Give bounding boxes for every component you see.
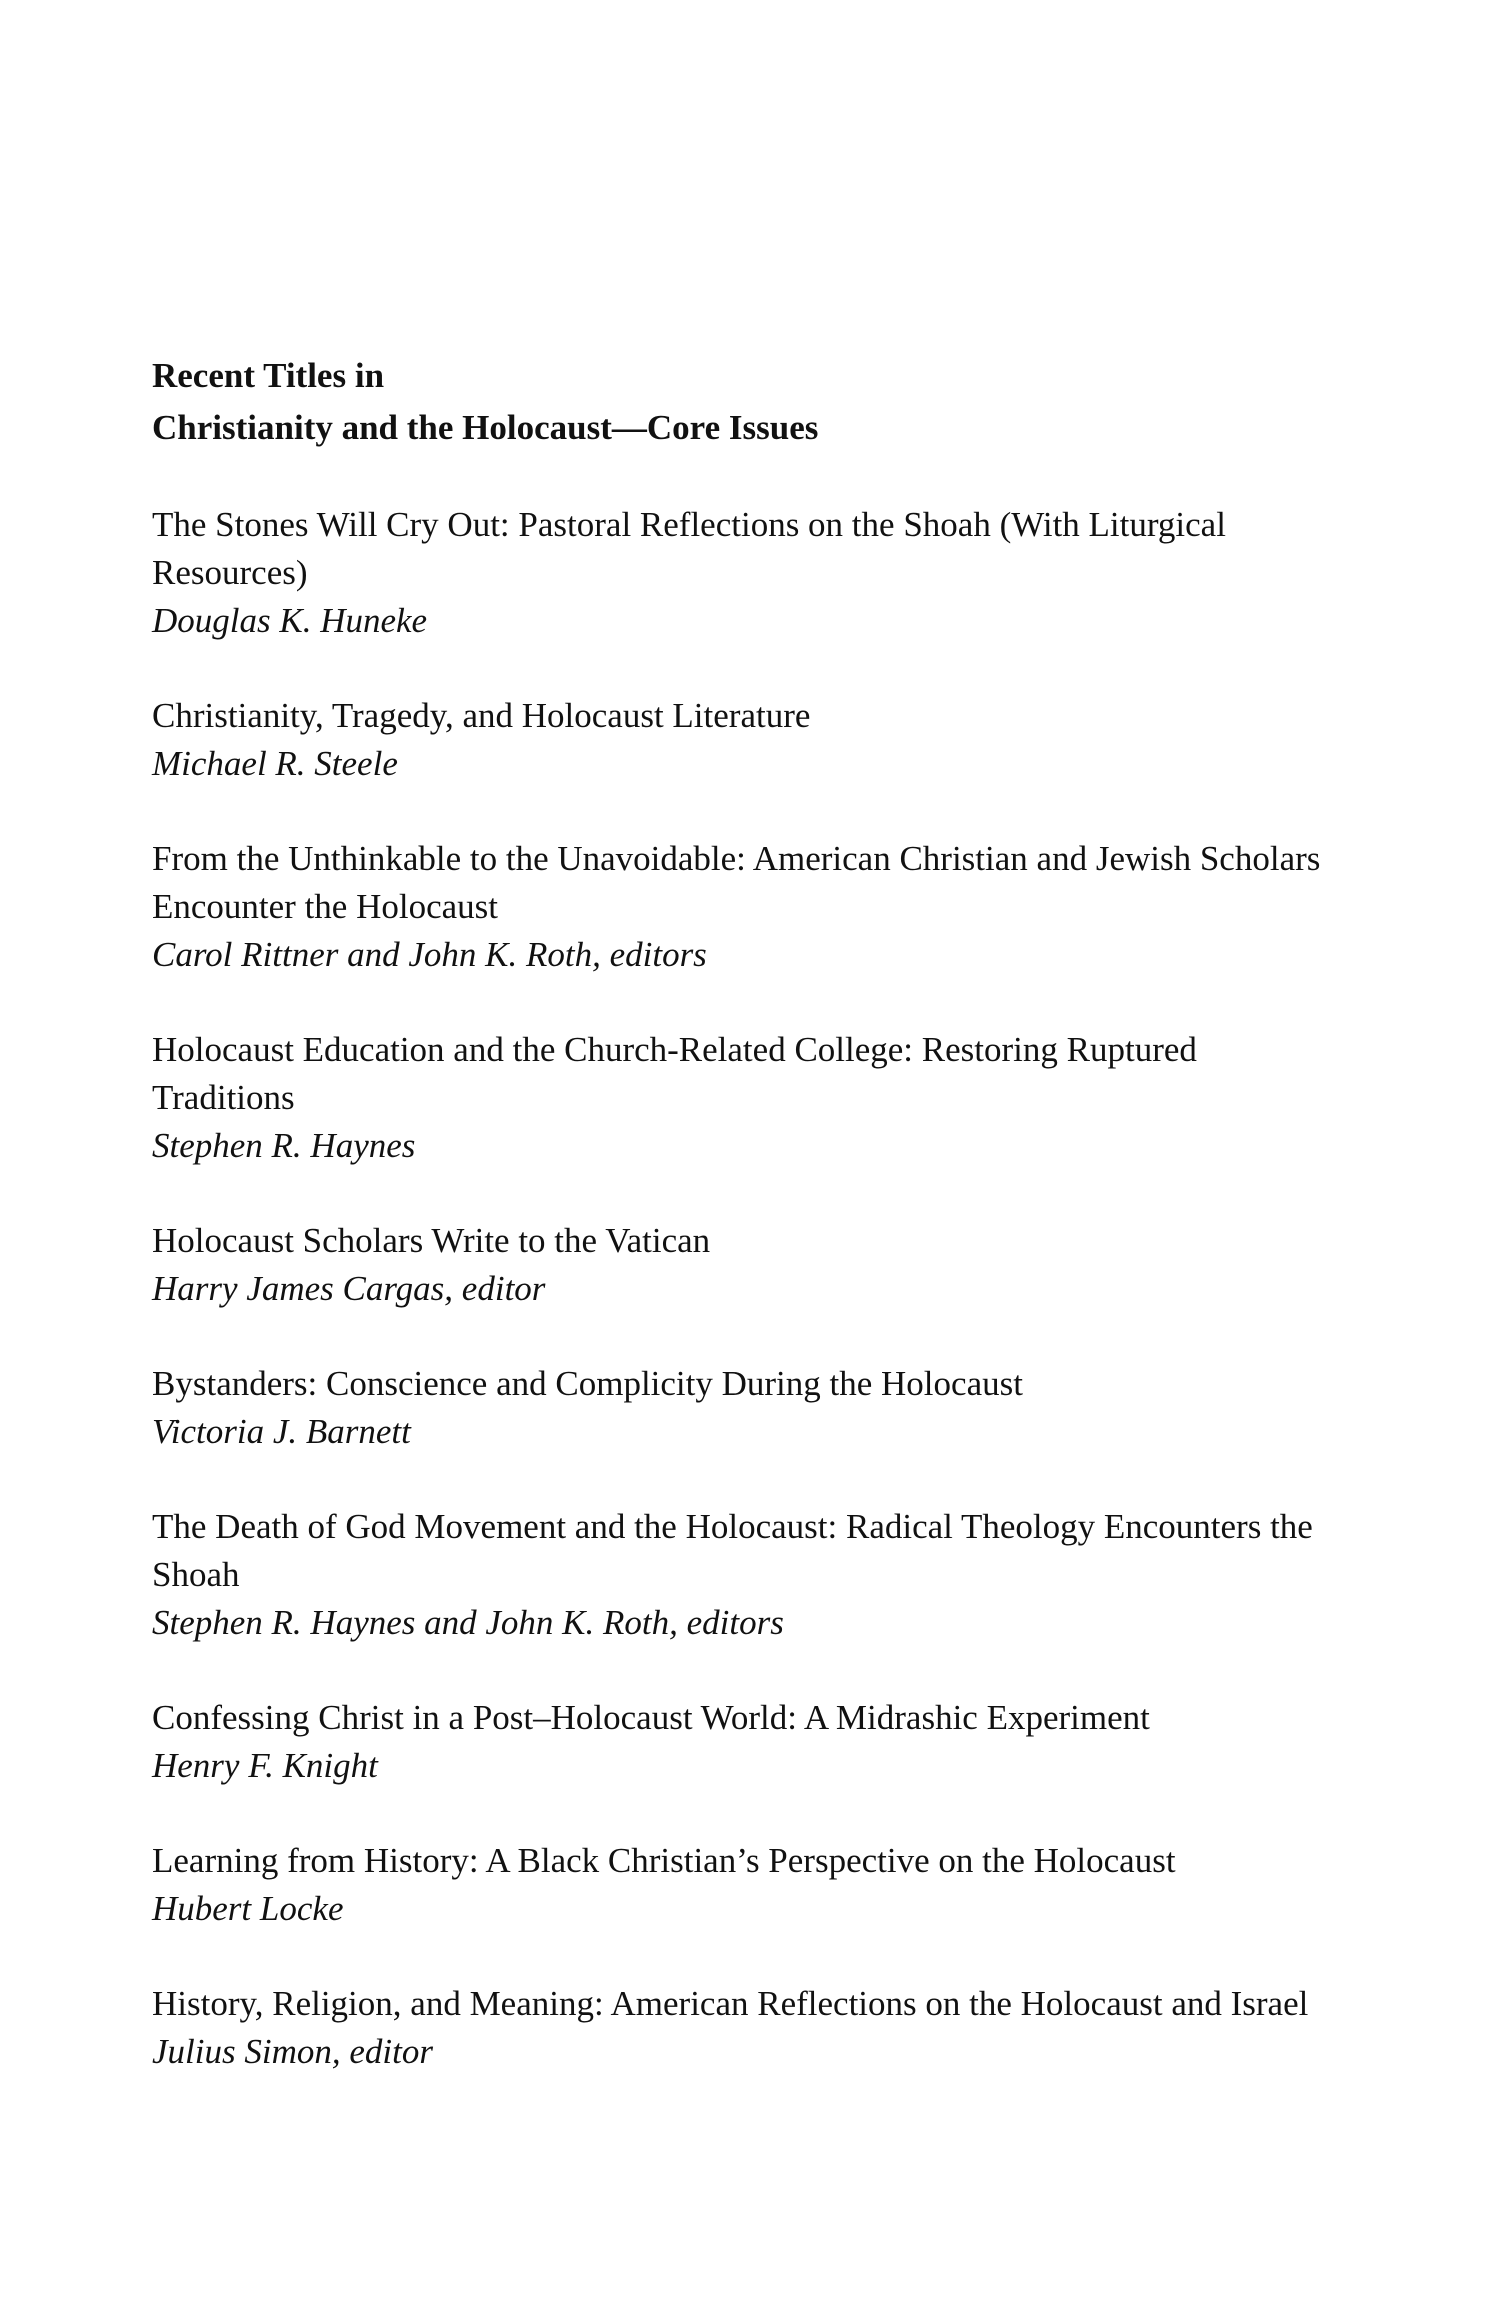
- book-entry: [152, 835, 1352, 979]
- book-entry: [152, 1837, 1352, 1933]
- series-heading: [152, 350, 1352, 454]
- book-entry: [152, 1503, 1352, 1647]
- book-author: Victoria J. Barnett: [152, 1412, 411, 1451]
- book-entry: [152, 501, 1352, 645]
- book-title: Holocaust Education and the Church-Related College: Restoring Ruptured Traditions: [152, 1030, 1197, 1117]
- book-title: History, Religion, and Meaning: American Reflections on the Holocaust and Israel: [152, 1984, 1309, 2023]
- book-author: Michael R. Steele: [152, 744, 398, 783]
- book-title: Bystanders: Conscience and Complicity During the Holocaust: [152, 1364, 1023, 1403]
- book-title: Holocaust Scholars Write to the Vatican: [152, 1221, 711, 1260]
- book-entry: [152, 1026, 1352, 1170]
- book-title: Christianity, Tragedy, and Holocaust Literature: [152, 696, 811, 735]
- book-author: Henry F. Knight: [152, 1746, 378, 1785]
- book-title: Confessing Christ in a Post–Holocaust World: A Midrashic Experiment: [152, 1698, 1150, 1737]
- book-author: Harry James Cargas, editor: [152, 1269, 546, 1308]
- book-author: Hubert Locke: [152, 1889, 344, 1928]
- book-entry: [152, 1980, 1352, 2076]
- book-list-page: [152, 350, 1352, 2123]
- book-title: From the Unthinkable to the Unavoidable: American Christian and Jewish Scholars Encounter the Holocaust: [152, 839, 1321, 926]
- book-author: Stephen R. Haynes and John K. Roth, editors: [152, 1603, 784, 1642]
- book-author: Stephen R. Haynes: [152, 1126, 416, 1165]
- book-entry: [152, 1694, 1352, 1790]
- book-entry: [152, 692, 1352, 788]
- book-entry: [152, 1217, 1352, 1313]
- book-author: Julius Simon, editor: [152, 2032, 433, 2071]
- book-entry: [152, 1360, 1352, 1456]
- book-author: Douglas K. Huneke: [152, 601, 428, 640]
- series-heading-line-2: Christianity and the Holocaust—Core Issues: [152, 408, 819, 447]
- series-heading-line-1: Recent Titles in: [152, 356, 385, 395]
- book-title: The Stones Will Cry Out: Pastoral Reflections on the Shoah (With Liturgical Resources): [152, 505, 1226, 592]
- book-title: The Death of God Movement and the Holocaust: Radical Theology Encounters the Shoah: [152, 1507, 1313, 1594]
- book-title: Learning from History: A Black Christian’s Perspective on the Holocaust: [152, 1841, 1176, 1880]
- book-author: Carol Rittner and John K. Roth, editors: [152, 935, 707, 974]
